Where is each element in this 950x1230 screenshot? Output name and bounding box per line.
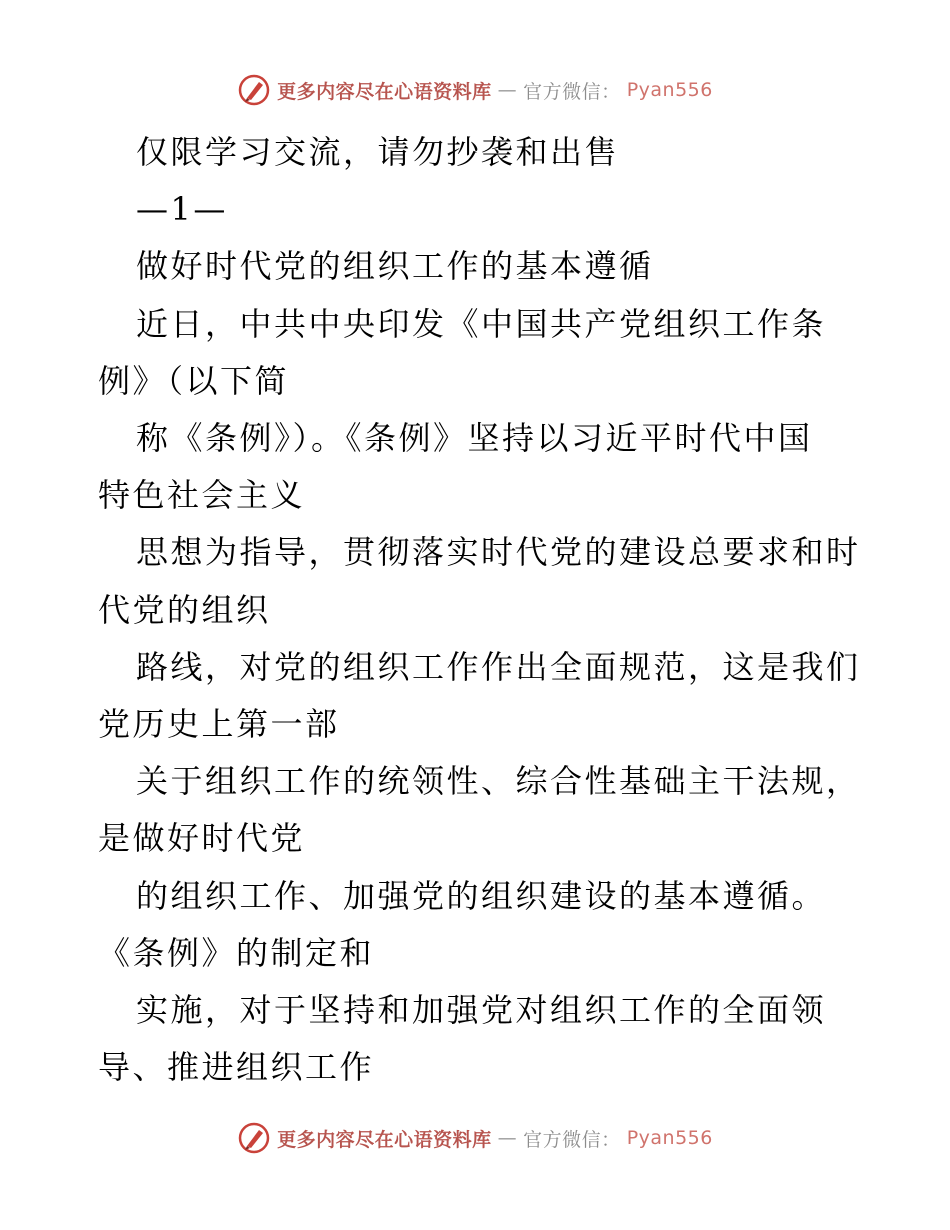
body-line: 近日，中共中央印发《中国共产党组织工作条	[136, 304, 827, 343]
document-body	[98, 124, 861, 1096]
watermark-main-text: 更多内容尽在心语资料库	[277, 80, 492, 103]
body-line: 的组织工作、加强党的组织建设的基本遵循。	[136, 876, 827, 915]
body-line: 是做好时代党	[98, 819, 306, 858]
watermark-separator: —	[497, 79, 518, 101]
body-line: 称《条例》）。《条例》坚持以习近平时代中国	[136, 419, 813, 458]
body-line: 例》（以下简	[98, 361, 290, 400]
watermark-label: 官方微信：	[523, 80, 621, 103]
watermark-id: Pyan556	[626, 79, 713, 101]
watermark-footer	[0, 1116, 950, 1160]
watermark-main-text: 更多内容尽在心语资料库	[277, 1128, 492, 1151]
body-line: 思想为指导，贯彻落实时代党的建设总要求和时	[136, 533, 861, 572]
watermark-header	[0, 68, 950, 112]
body-line: 党历史上第一部	[98, 705, 340, 744]
body-line: 实施，对于坚持和加强党对组织工作的全面领	[136, 991, 827, 1030]
body-line: 代党的组织	[98, 590, 271, 629]
document-title: 做好时代党的组织工作的基本遵循	[136, 247, 654, 286]
page-number: —1—	[136, 190, 228, 229]
notice-line: 仅限学习交流，请勿抄袭和出售	[136, 133, 620, 171]
body-line: 导、推进组织工作	[98, 1048, 375, 1087]
body-line: 关于组织工作的统领性、综合性基础主干法规，	[136, 762, 861, 801]
pen-logo-icon	[237, 73, 271, 107]
watermark-label: 官方微信：	[523, 1128, 621, 1151]
watermark-id: Pyan556	[626, 1127, 713, 1149]
pen-logo-icon	[237, 1121, 271, 1155]
body-line: 路线，对党的组织工作作出全面规范，这是我们	[136, 647, 861, 686]
watermark-separator: —	[497, 1127, 518, 1149]
body-line: 特色社会主义	[98, 476, 306, 515]
body-line: 《条例》的制定和	[98, 933, 375, 972]
